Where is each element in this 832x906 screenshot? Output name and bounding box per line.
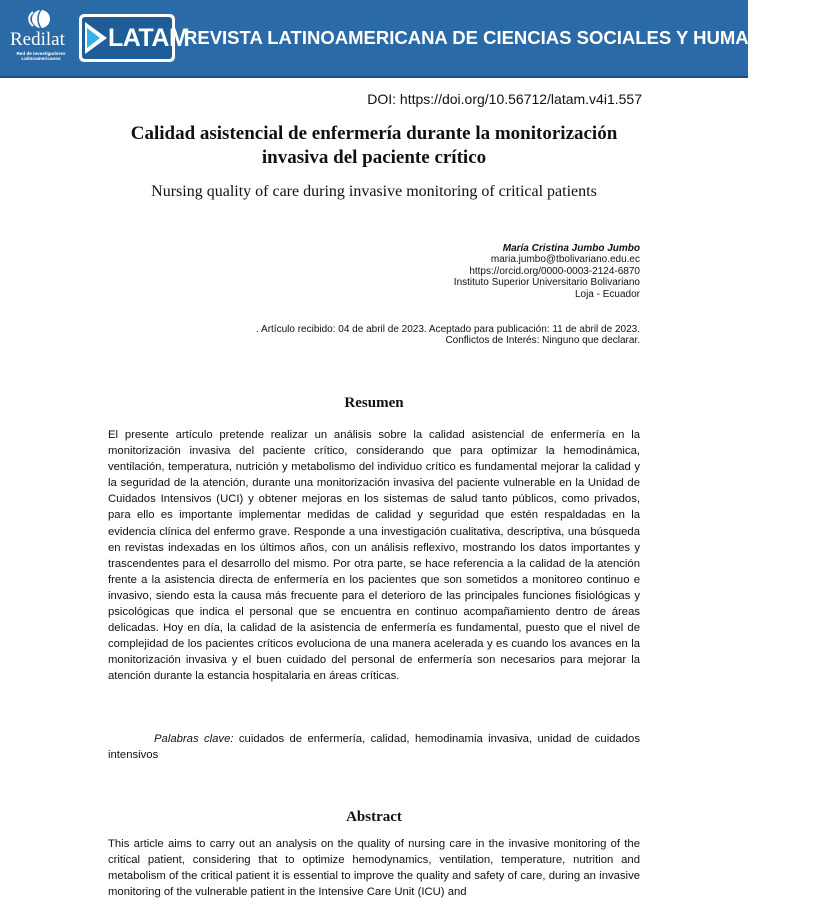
received-accepted-dates: . Artículo recibido: 04 de abril de 2023. Aceptado para publicación: 11 de abril de 2023. xyxy=(256,324,640,335)
redilat-globe-icon xyxy=(27,8,53,30)
author-institution: Instituto Superior Universitario Bolivariano xyxy=(453,277,640,289)
keywords-label: Palabras clave: xyxy=(154,733,234,745)
redilat-logo xyxy=(10,8,70,68)
author-email[interactable]: maria.jumbo@tbolivariano.edu.ec xyxy=(490,254,640,266)
journal-header xyxy=(0,0,832,78)
keywords-paragraph xyxy=(108,731,640,763)
author-name: María Cristina Jumbo Jumbo xyxy=(502,243,640,254)
author-orcid[interactable]: https://orcid.org/0000-0003-2124-6870 xyxy=(469,265,640,277)
article-subtitle: Nursing quality of care during invasive monitoring of critical patients xyxy=(151,183,597,200)
redilat-subtitle: Red de Investigadores Latinoamericanos xyxy=(16,51,66,62)
latam-logo xyxy=(79,14,190,62)
doi-link[interactable]: DOI: https://doi.org/10.56712/latam.v4i1.557 xyxy=(367,91,642,107)
abstract-heading: Abstract xyxy=(346,809,402,825)
author-location: Loja - Ecuador xyxy=(574,288,640,300)
journal-title: REVISTA LATINOAMERICANA DE CIENCIAS SOCIALES Y HUMANIDADES xyxy=(184,27,832,48)
article-dates xyxy=(120,324,640,347)
author-block xyxy=(240,243,640,300)
resumen-heading: Resumen xyxy=(344,395,404,411)
latam-label: LATAM xyxy=(108,24,190,52)
abstract-text: This article aims to carry out an analysis on the quality of nursing care in the invasive monitoring of the critical patient, considering that to optimize hemodynamics, ventilation, temperature, nutrition and metabolism of the critical patient it is essential to improve the quality and safety of care, during an invasive monitoring of the vulnerable patient in the Intensive Care Unit (ICU) and xyxy=(108,838,640,899)
keywords-list: cuidados de enfermería, calidad, hemodinamia invasiva, unidad de cuidados intensivos xyxy=(108,733,640,762)
article-title: Calidad asistencial de enfermería durante la monitorización invasiva del paciente crítico xyxy=(130,123,618,168)
conflicts-of-interest: Conflictos de Interés: Ninguno que declarar. xyxy=(445,335,640,347)
resumen-text: El presente artículo pretende realizar un análisis sobre la calidad asistencial de enfermería en la monitorización invasiva del paciente crítico, considerando que para optimizar la hemodinámica, ventilación, temperatura, nutrición y metabolismo del individuo crítico es fundamental mejorar la calidad y la seguridad de la atención, durante una monitorización invasiva del paciente vulnerable en la Unidad de Cuidados Intensivos (UCI) y obtener mejoras en los sistemas de salud tanto públicos, como privados, para ello es importante implementar medidas de calidad y seguridad que estén respaldadas en la evidencia clínica del enfermo grave. Responde a una investigación cualitativa, descriptiva, una búsqueda en revistas indexadas en los últimos años, con un análisis reflexivo, mostrando los datos importantes y trascendentes para el desarrollo del mismo. Por otra parte, se hace referencia a la calidad de la atención frente a la asistencia directa de enfermería en los pacientes que son sometidos a monitoreo continuo e invasivo, siendo esta la causa más frecuente para el deterioro de las principales funciones fisiológicas y psicológicas que indica el personal que se encuentra en continuo acompañamiento dentro de áreas delicadas. Hoy en día, la calidad de la asistencia de enfermería es fundamental, puesto que el nivel de complejidad de los pacientes críticos evoluciona de una manera acelerada y es cuando los avances en la monitorización invasiva y el buen cuidado del personal de enfermería son necesarios para mejorar la atención durante la estancia hospitalaria en áreas críticas. xyxy=(108,429,640,683)
redilat-name: Redilat xyxy=(10,29,65,50)
